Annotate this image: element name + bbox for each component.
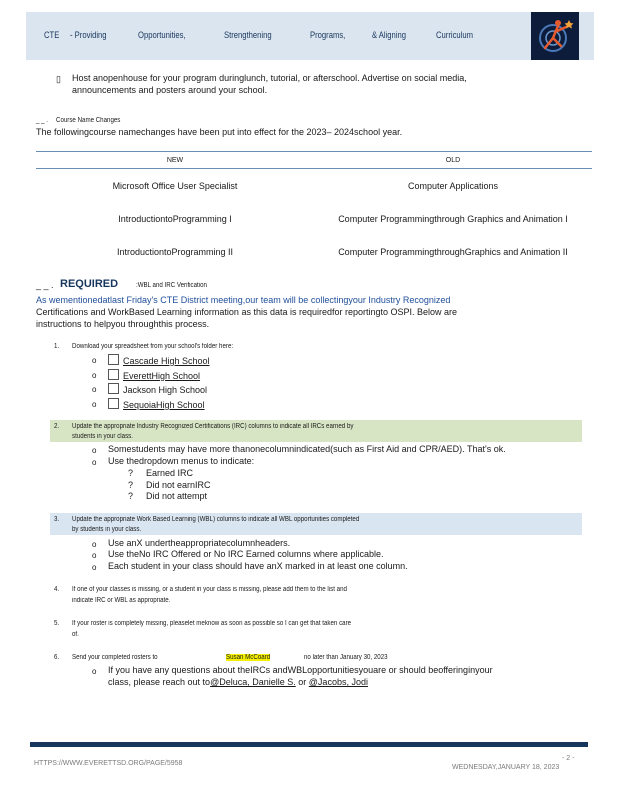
- course-changes-intro: The followingcourse namechanges have been put into effect for the 2023– 2024school year.: [36, 127, 403, 137]
- step-6-number: 6.: [54, 654, 60, 661]
- step-3-line-2: by students in your class.: [72, 526, 142, 533]
- contact-link-deluca[interactable]: @Deluca, Danielle S.: [210, 677, 296, 687]
- header-item-opportunities: Opportunities,: [138, 30, 186, 40]
- dropdown-option-not-earned: Did not earnIRC: [146, 480, 211, 490]
- column-header-new: NEW: [36, 152, 314, 169]
- file-icon: [108, 369, 119, 380]
- table-row: [36, 235, 592, 268]
- header-item-strengthening: Strengthening: [224, 30, 272, 40]
- sub-bullet-icon: o: [92, 551, 97, 560]
- sub-bullet-icon: o: [92, 540, 97, 549]
- required-para-line-3: instructions to helpyou throughthis process.: [36, 319, 210, 329]
- required-subheading: :WBL and IRC Verification: [136, 282, 207, 289]
- file-icon: [108, 398, 119, 409]
- step-6-text-pre: Send your completed rosters to: [72, 654, 158, 661]
- course-name-changes-table: [36, 151, 592, 268]
- school-link-jackson[interactable]: Jackson High School: [108, 383, 207, 395]
- sub-bullet-icon: o: [92, 446, 97, 455]
- sub-bullet-icon: o: [92, 385, 97, 394]
- cte-logo-icon: [531, 12, 579, 60]
- header-item-aligning: & Aligning: [372, 30, 407, 40]
- step-2-line-1: Update the appropriate Industry Recognized Certifications (IRC) columns to indicate all IRCs earned by: [72, 423, 354, 430]
- new-course-cell: IntroductiontoProgramming I: [118, 213, 232, 224]
- step-3-sub-3: Each student in your class should have anX marked in at least one column.: [108, 561, 408, 571]
- header-item-cte: CTE: [44, 30, 60, 40]
- step-4-number: 4.: [54, 586, 60, 593]
- new-course-cell: Microsoft Office User Specialist: [36, 169, 314, 203]
- step-5-number: 5.: [54, 620, 60, 627]
- recipient-highlight: Susan McCoard: [226, 654, 271, 661]
- school-link-cascade[interactable]: Cascade High School: [108, 354, 210, 366]
- table-row: [36, 169, 592, 203]
- step-2-sub-1: Somestudents may have more thanonecolumnindicated(such as First Aid and CPR/AED). That's ok.: [108, 444, 506, 454]
- header-item-programs: Programs,: [310, 30, 346, 40]
- option-bullet-icon: ?: [128, 480, 134, 490]
- step-2-sub-2: Use thedropdown menus to indicate:: [108, 456, 255, 466]
- page-number: - 2 -: [562, 755, 575, 762]
- sub-bullet-icon: o: [92, 371, 97, 380]
- dropdown-option-not-attempt: Did not attempt: [146, 491, 208, 501]
- step-6-text-post: no later than January 30, 2023: [304, 654, 388, 661]
- footer-divider-bar: [30, 742, 588, 747]
- step-6-sub-line-1: If you have any questions about theIRCs andWBLopportunitiesyouare or should beofferinginyour: [108, 665, 493, 675]
- step-5-line-1: If your roster is completely missing, pleaselet meknow as soon as possible so I can get that taken care: [72, 620, 352, 627]
- sub-bullet-icon: o: [92, 563, 97, 572]
- table-row: [36, 202, 592, 235]
- old-course-cell: Computer ProgrammingthroughGraphics and Animation II: [338, 246, 568, 257]
- step-1-text: Download your spreadsheet from your school's folder here:: [72, 343, 234, 350]
- step-6-sub-line-2: [108, 677, 368, 687]
- dropdown-option-earned: Earned IRC: [146, 468, 194, 478]
- course-changes-heading: Course Name Changes: [56, 117, 121, 124]
- table-header-row: [36, 152, 592, 169]
- contact-intro: class, please reach out to: [108, 677, 211, 687]
- contact-link-jacobs[interactable]: @Jacobs, Jodi: [308, 677, 368, 687]
- option-bullet-icon: ?: [128, 491, 134, 501]
- sub-bullet-icon: o: [92, 356, 97, 365]
- step-4-line-2: indicate IRC or WBL as appropriate.: [72, 597, 171, 604]
- old-course-cell: Computer Programmingthrough Graphics and Animation I: [338, 213, 568, 224]
- square-bullet-icon: ▯: [56, 74, 61, 84]
- openhouse-line-2: announcements and posters around your school.: [72, 85, 268, 95]
- step-4-line-1: If one of your classes is missing, or a student in your class is missing, please add them to the list and: [72, 586, 347, 593]
- footer-url-link[interactable]: HTTPS://WWW.EVERETTSD.ORG/PAGE/5958: [34, 760, 183, 767]
- sub-bullet-icon: o: [92, 400, 97, 409]
- column-header-old: OLD: [314, 152, 592, 169]
- step-1-number: 1.: [54, 343, 60, 350]
- step-3-number: 3.: [54, 516, 60, 523]
- required-para-line-2: Certifications and WorkBased Learning information as this data is requiredfor reportingto OSPI. Below are: [36, 307, 458, 317]
- option-bullet-icon: ?: [128, 468, 134, 478]
- school-link-everett[interactable]: EverettHigh School: [108, 369, 200, 381]
- step-3-sub-2: Use theNo IRC Offered or No IRC Earned columns where applicable.: [108, 549, 384, 559]
- file-icon: [108, 383, 119, 394]
- openhouse-line-1: Host anopenhouse for your program duringlunch, tutorial, or afterschool. Advertise on social media,: [72, 73, 467, 83]
- step-5-line-2: of.: [72, 631, 79, 638]
- school-link-sequoia[interactable]: SequoiaHigh School: [108, 398, 205, 410]
- old-course-cell: Computer Applications: [314, 169, 592, 203]
- sub-bullet-icon: o: [92, 458, 97, 467]
- footer-date: WEDNESDAY,JANUARY 18, 2023: [452, 764, 560, 771]
- required-prefix: _ _ .: [36, 280, 54, 290]
- contact-or: or: [298, 677, 307, 687]
- course-changes-prefix: _ _ .: [36, 117, 48, 124]
- new-course-cell: IntroductiontoProgramming II: [116, 246, 234, 257]
- step-2-line-2: students in your class.: [72, 433, 133, 440]
- sub-bullet-icon: o: [92, 667, 97, 676]
- header-item-providing: - Providing: [70, 30, 107, 40]
- required-para-line-1: As wementionedatlast Friday's CTE District meeting,our team will be collectingyour Industry Recognized: [36, 295, 451, 305]
- header-item-curriculum: Curriculum: [436, 30, 473, 40]
- required-heading: REQUIRED: [60, 278, 119, 290]
- step-3-sub-1: Use anX undertheappropriatecolumnheaders.: [108, 538, 291, 548]
- file-icon: [108, 354, 119, 365]
- step-3-line-1: Update the appropriate Work Based Learning (WBL) columns to indicate all WBL opportunities completed: [72, 516, 360, 523]
- step-2-number: 2.: [54, 423, 60, 430]
